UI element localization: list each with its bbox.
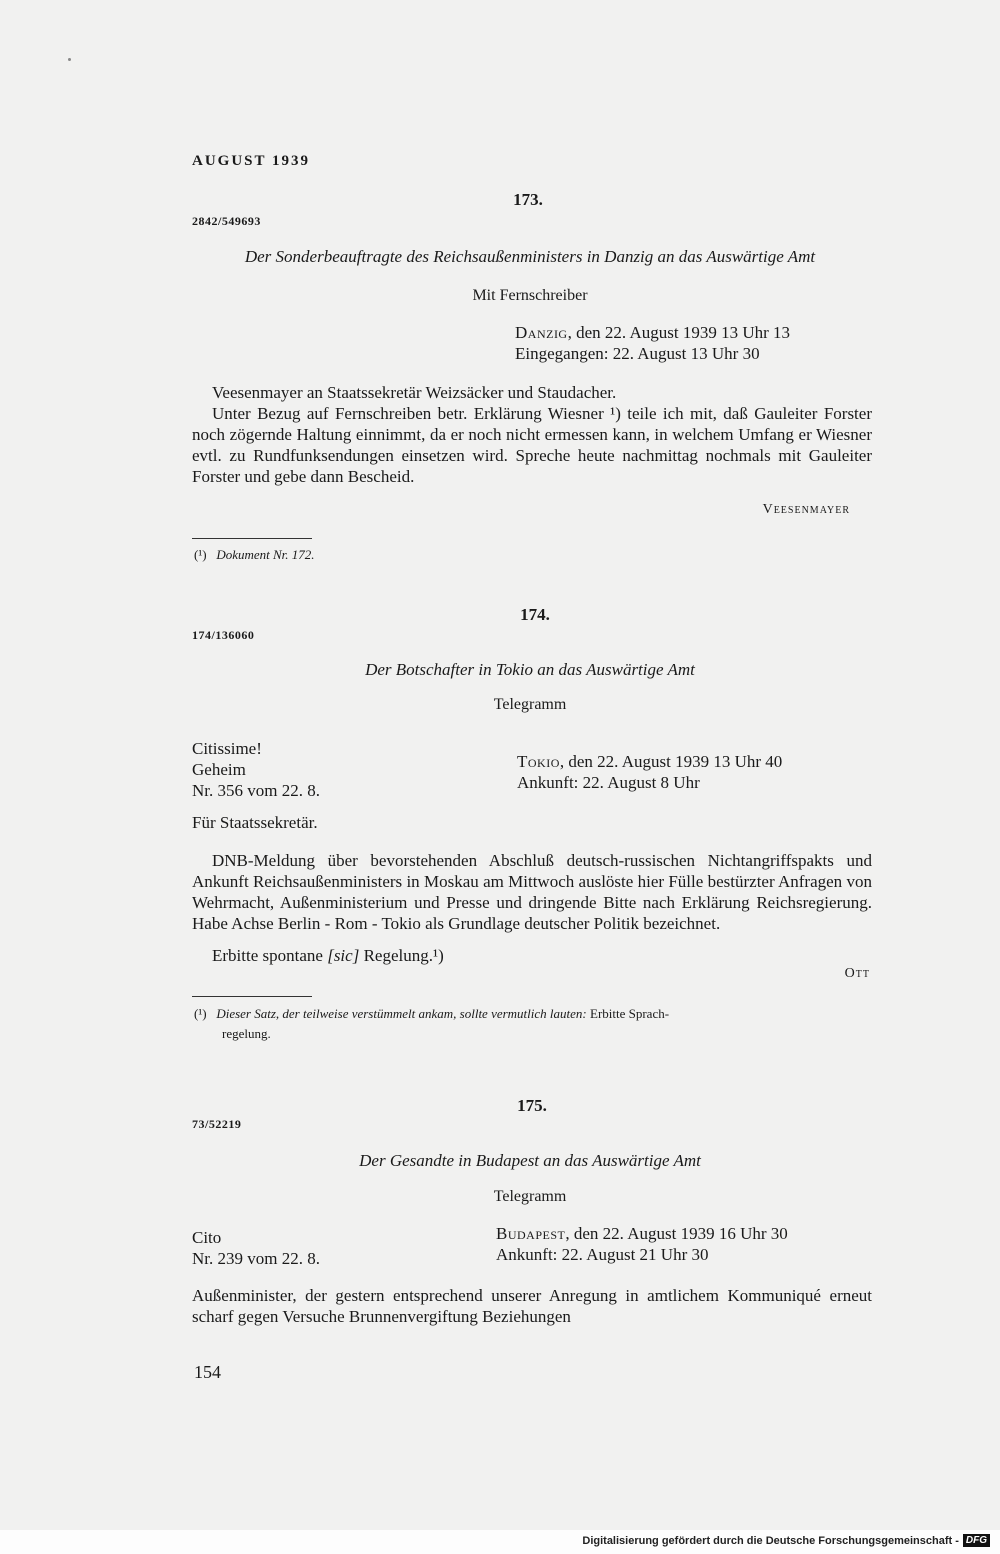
doc-173-footnote	[194, 547, 315, 563]
doc-174-signature: Ott	[844, 966, 870, 981]
doc-173-title: Der Sonderbeauftragte des Reichsaußenministers in Danzig an das Auswärtige Amt	[244, 247, 816, 266]
funding-footer	[582, 1534, 990, 1547]
page-number: 154	[194, 1362, 221, 1382]
footnote-rule	[192, 996, 312, 997]
doc-175-priority: Cito	[192, 1228, 222, 1247]
doc-174-city: Tokio	[517, 752, 560, 771]
doc-174-medium: Telegramm	[493, 696, 567, 713]
doc-175-telegram-number: Nr. 239 vom 22. 8.	[192, 1249, 320, 1268]
doc-175-received: Ankunft: 22. August 21 Uhr 30	[496, 1245, 709, 1264]
doc-174-recipient: Für Staatssekretär.	[192, 813, 318, 832]
doc-174-title: Der Botschafter in Tokio an das Auswärtige Amt	[365, 660, 695, 679]
page-speck	[68, 58, 71, 61]
doc-174-body-closing	[212, 945, 444, 966]
doc-174-ref: 174/136060	[192, 628, 255, 642]
doc-174-classification: Geheim	[192, 760, 246, 779]
doc-174-received: Ankunft: 22. August 8 Uhr	[517, 773, 700, 792]
footnote-mark: (¹)	[194, 1006, 207, 1021]
doc-175-title: Der Gesandte in Budapest an das Auswärtige Amt	[359, 1151, 701, 1170]
doc-175-city: Budapest	[496, 1224, 566, 1243]
footnote-mark: (¹)	[194, 547, 207, 562]
doc-174-closing-pre: Erbitte spontane	[212, 946, 328, 965]
doc-173-received: Eingegangen: 22. August 13 Uhr 30	[515, 344, 760, 363]
doc-175-date: , den 22. August 1939 16 Uhr 30	[565, 1224, 788, 1243]
doc-174-body: DNB-Meldung über bevorstehenden Abschluß deutsch-russischen Nichtangriffspakts und Ankunft Reichsaußenministers in Moskau am Mittwoch auslöste hier Fülle bestürzter Anfragen von Wehrmacht, Außenministerium und Presse und dringende Bitte nach Erklärung Reichsregierung. Habe Achse Berlin - Rom - Tokio als Grundlage deutscher Politik bezeichnet.	[192, 851, 872, 933]
doc-174-telegram-number: Nr. 356 vom 22. 8.	[192, 781, 320, 800]
doc-173-number: 173.	[513, 190, 543, 209]
footnote-plain-cont: regelung.	[222, 1026, 271, 1041]
doc-175-medium: Telegramm	[493, 1188, 567, 1205]
doc-173-date: , den 22. August 1939 13 Uhr 13	[567, 323, 791, 342]
running-header: AUGUST 1939	[192, 153, 310, 169]
doc-174-sic: [sic]	[327, 946, 360, 965]
doc-174-priority: Citissime!	[192, 739, 262, 758]
doc-174-footnote-cont	[222, 1026, 271, 1042]
doc-173-body: Unter Bezug auf Fernschreiben betr. Erklärung Wiesner ¹) teile ich mit, daß Gauleiter Forster noch zögernde Haltung einnimmt, da er noch nicht ermessen kann, in welchem Umfang er Wiesner evtl. zu Rundfunksendungen einsetzen wird. Spreche heute nachmittag nochmals mit Gauleiter Forster und gebe dann Bescheid.	[192, 404, 872, 486]
doc-175-body: Außenminister, der gestern entsprechend unserer Anregung in amtlichem Kommuniqué erneut scharf gegen Versuche Brunnenvergiftung Beziehungen	[192, 1286, 872, 1326]
doc-173-city: Danzig	[515, 323, 568, 342]
footnote-text: Dokument Nr. 172.	[216, 547, 315, 562]
doc-173-ref: 2842/549693	[192, 214, 261, 228]
footnote-rule	[192, 538, 312, 539]
doc-173-medium: Mit Fernschreiber	[472, 287, 588, 304]
doc-175-ref: 73/52219	[192, 1117, 242, 1131]
doc-174-footnote	[194, 1006, 669, 1022]
doc-174-place-date	[517, 751, 782, 772]
footnote-plain: Erbitte Sprach-	[586, 1006, 670, 1021]
doc-173-place-date	[515, 322, 790, 343]
doc-173-address: Veesenmayer an Staatssekretär Weizsäcker und Staudacher.	[212, 383, 617, 402]
doc-174-closing-post: Regelung.¹)	[359, 946, 444, 965]
doc-174-date: , den 22. August 1939 13 Uhr 40	[559, 752, 783, 771]
funding-text: Digitalisierung gefördert durch die Deutsche Forschungsgemeinschaft -	[582, 1534, 959, 1547]
doc-174-number: 174.	[520, 605, 550, 624]
doc-175-number: 175.	[517, 1096, 547, 1115]
doc-173-signature: Veesenmayer	[762, 502, 850, 517]
dfg-logo: DFG	[963, 1534, 990, 1547]
footnote-italic: Dieser Satz, der teilweise verstümmelt ankam, sollte vermutlich lauten:	[216, 1006, 587, 1021]
doc-175-place-date	[496, 1223, 788, 1244]
